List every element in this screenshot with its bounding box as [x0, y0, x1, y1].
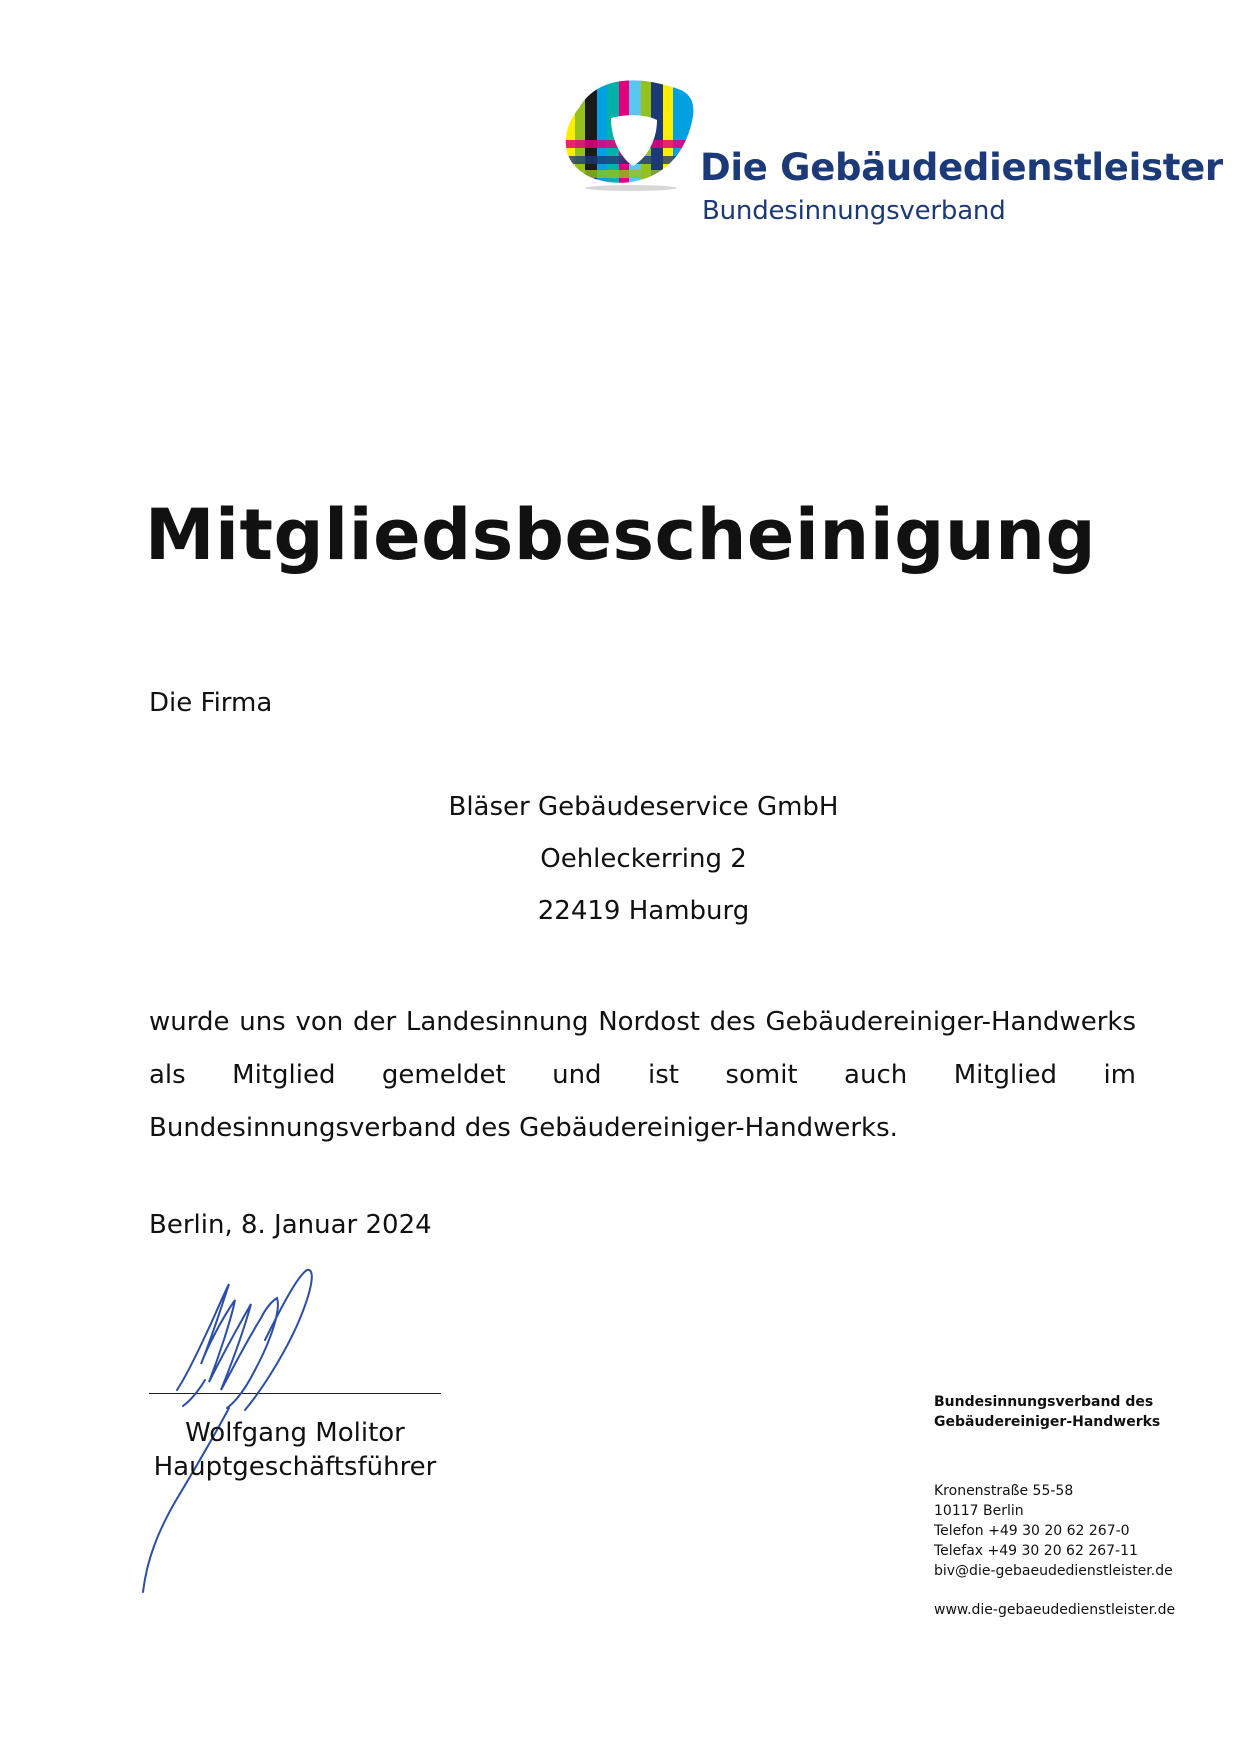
footer-org-line2: Gebäudereiniger-Handwerks: [934, 1414, 1161, 1430]
footer-org-line1: Bundesinnungsverband des: [934, 1394, 1154, 1410]
footer-contact: [934, 1481, 1173, 1581]
company-street: Oehleckerring 2: [540, 844, 747, 874]
company-city: 22419 Hamburg: [537, 896, 750, 926]
body-paragraph: wurde uns von der Landesinnung Nordost des Gebäudereiniger-Handwerks als Mitglied gemeldet und ist somit auch Mitglied im Bundesinnungsverband des Gebäudereiniger-Handwerks.: [149, 1007, 1136, 1143]
footer-website-block: [934, 1600, 1175, 1620]
document-title: Mitgliedsbescheinigung: [144, 494, 1097, 576]
place-date: Berlin, 8. Januar 2024: [149, 1210, 432, 1240]
signer-role: Hauptgeschäftsführer: [153, 1452, 437, 1482]
logo-title: Die Gebäudedienstleister: [700, 146, 1223, 189]
footer-organization: [934, 1392, 1160, 1432]
footer-city: 10117 Berlin: [934, 1503, 1024, 1519]
footer-street: Kronenstraße 55-58: [934, 1483, 1074, 1499]
footer-fax: Telefax +49 30 20 62 267-11: [934, 1543, 1138, 1559]
intro-text: Die Firma: [149, 688, 273, 718]
footer-website[interactable]: www.die-gebaeudedienstleister.de: [934, 1602, 1176, 1618]
logo-icon: [561, 70, 697, 192]
logo-subtitle: Bundesinnungsverband: [702, 196, 1006, 226]
signer-name: Wolfgang Molitor: [185, 1418, 405, 1448]
footer-phone: Telefon +49 30 20 62 267-0: [934, 1523, 1130, 1539]
company-name: Bläser Gebäudeservice GmbH: [448, 792, 839, 822]
footer-email[interactable]: biv@die-gebaeudedienstleister.de: [934, 1563, 1173, 1579]
